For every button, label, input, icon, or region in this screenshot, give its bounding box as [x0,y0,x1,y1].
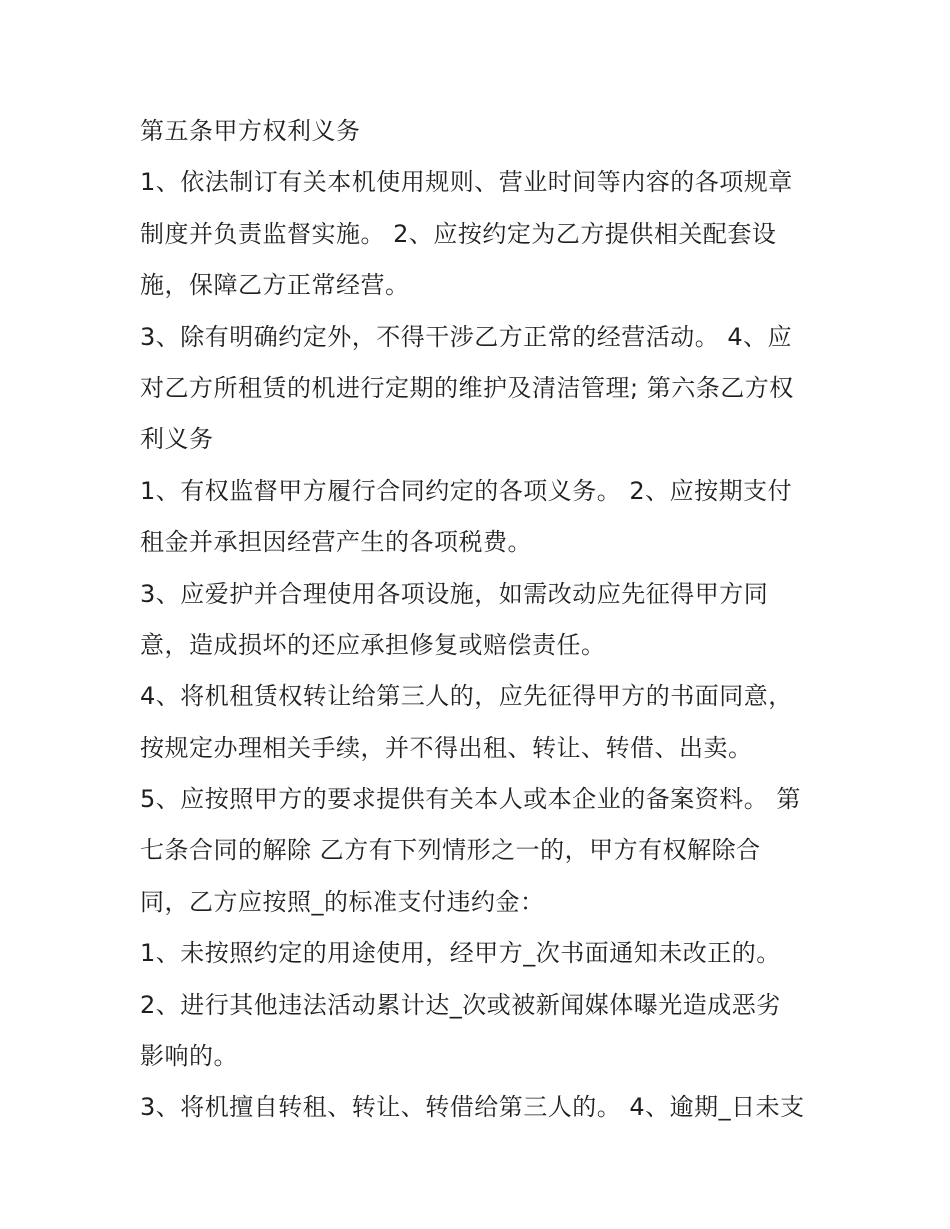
text-line: 3、应爱护并合理使用各项设施，如需改动应先征得甲方同 [140,579,769,608]
text-line: 施，保障乙方正常经营。 [140,271,410,300]
text-line: 第五条甲方权利义务 [140,117,361,145]
text-line: 对乙方所租赁的机进行定期的维护及清洁管理; 第六条乙方权 [140,373,794,402]
text-line: 租金并承担因经营产生的各项税费。 [140,528,532,557]
text-line: 意，造成损坏的还应承担修复或赔偿责任。 [140,630,606,659]
text-line: 同，乙方应按照_的标准支付违约金： [140,887,545,916]
text-line: 3、将机擅自转租、转让、转借给第三人的。 4、逾期_日未支 [140,1093,805,1122]
text-line: 制度并负责监督实施。 2、应按约定为乙方提供相关配套设 [140,219,777,248]
text-line: 1、有权监督甲方履行合同约定的各项义务。 2、应按期支付 [140,476,793,505]
text-line: 利义务 [140,425,214,454]
document-body [140,106,830,1134]
text-line: 2、进行其他违法活动累计达_次或被新闻媒体曝光造成恶劣 [140,990,781,1019]
text-line: 4、将机租赁权转让给第三人的，应先征得甲方的书面同意， [140,682,793,711]
text-line: 七条合同的解除 乙方有下列情形之一的，甲方有权解除合 [140,836,761,865]
text-line: 5、应按照甲方的要求提供有关本人或本企业的备案资料。 第 [140,785,801,814]
text-line: 1、依法制订有关本机使用规则、营业时间等内容的各项规章 [140,168,793,197]
text-line: 3、除有明确约定外，不得干涉乙方正常的经营活动。 4、应 [140,322,793,351]
text-line: 按规定办理相关手续，并不得出租、转让、转借、出卖。 [140,733,753,762]
text-line: 1、未按照约定的用途使用，经甲方_次书面通知未改正的。 [140,939,781,968]
text-line: 影响的。 [140,1042,238,1071]
